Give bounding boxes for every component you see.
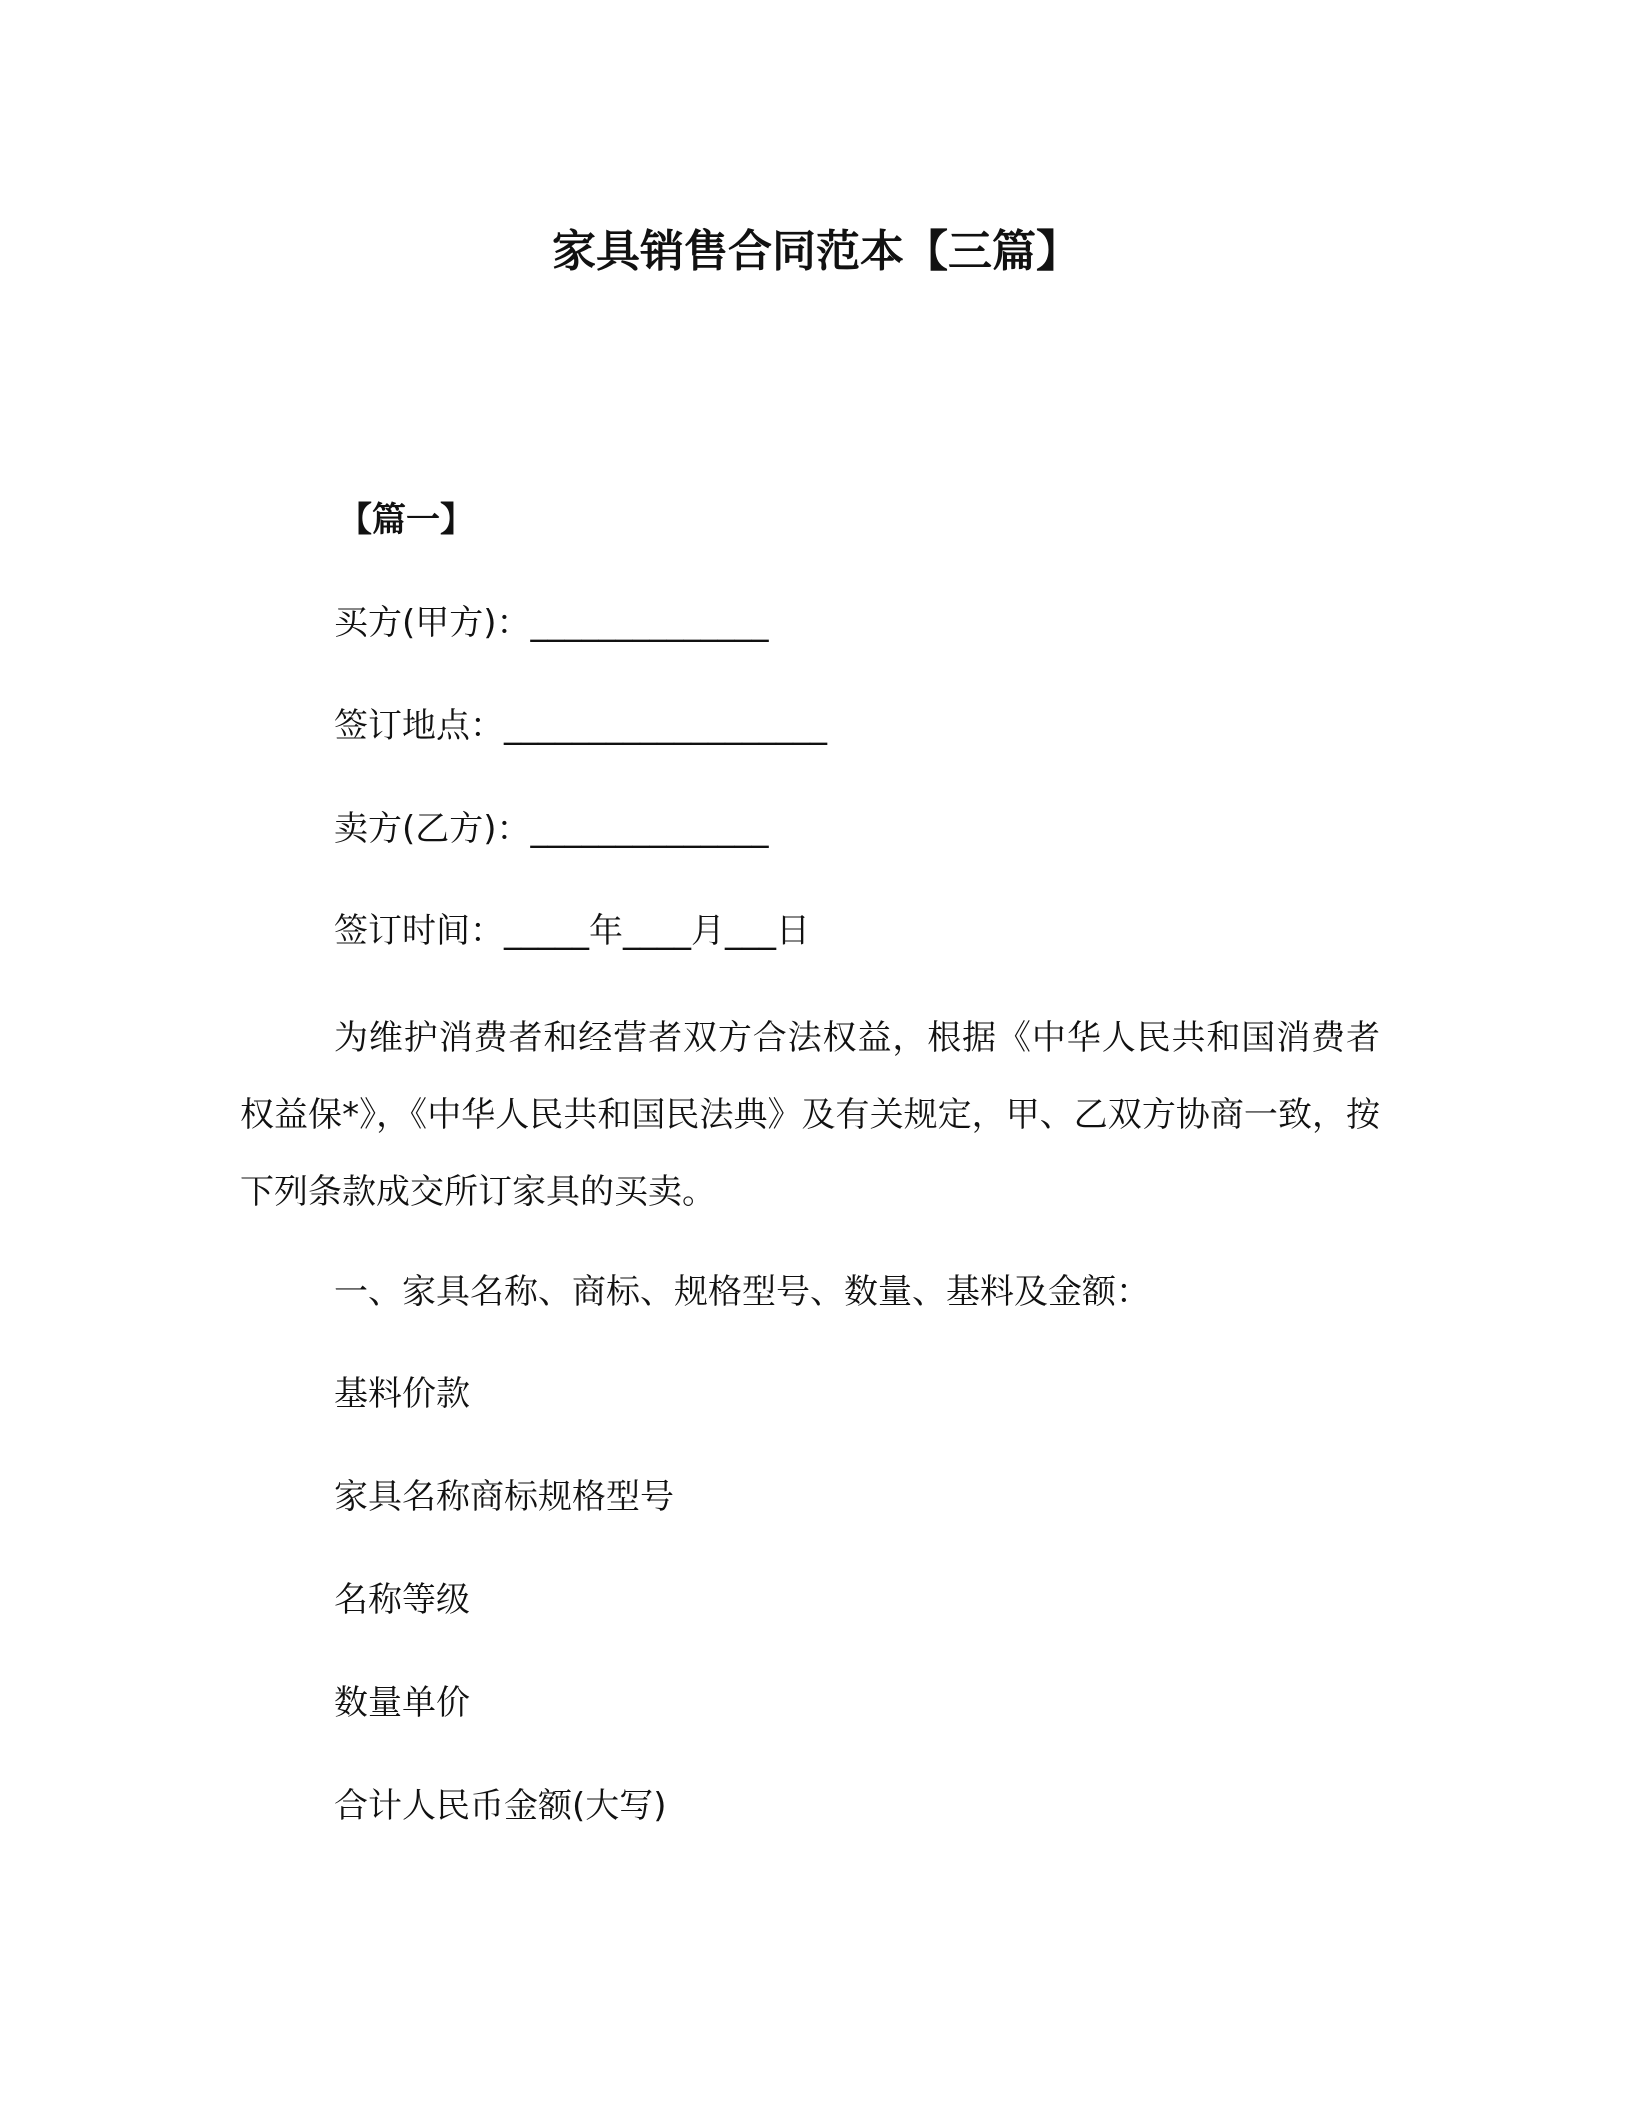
clause-1-heading: 一、家具名称、商标、规格型号、数量、基料及金额：: [334, 1272, 1150, 1312]
signing-date-field: [334, 907, 810, 955]
signing-date-value: _____年____月___日: [504, 911, 810, 951]
buyer-blank: ______________: [530, 603, 769, 643]
document-title: 家具销售合同范本【三篇】: [552, 226, 1080, 277]
seller-blank: ______________: [530, 809, 769, 849]
list-item: 家具名称商标规格型号: [334, 1477, 674, 1517]
signing-place-label: 签订地点：: [334, 706, 504, 746]
signing-place-field: [334, 702, 827, 750]
section-heading: 【篇一】: [338, 500, 474, 540]
list-item: 数量单价: [334, 1683, 470, 1723]
list-item: 基料价款: [334, 1374, 470, 1414]
list-item: 名称等级: [334, 1580, 470, 1620]
signing-date-label: 签订时间：: [334, 911, 504, 951]
buyer-field: [334, 599, 769, 647]
intro-paragraph: 为维护消费者和经营者双方合法权益，根据《中华人民共和国消费者权益保*》，《中华人民共和国民法典》及有关规定，甲、乙双方协商一致，按下列条款成交所订家具的买卖。: [240, 1018, 1380, 1212]
seller-label: 卖方(乙方)：: [334, 809, 531, 849]
seller-field: [334, 805, 769, 853]
signing-place-blank: ___________________: [504, 706, 827, 746]
buyer-label: 买方(甲方)：: [334, 603, 531, 643]
list-item: 合计人民币金额(大写): [334, 1786, 667, 1826]
